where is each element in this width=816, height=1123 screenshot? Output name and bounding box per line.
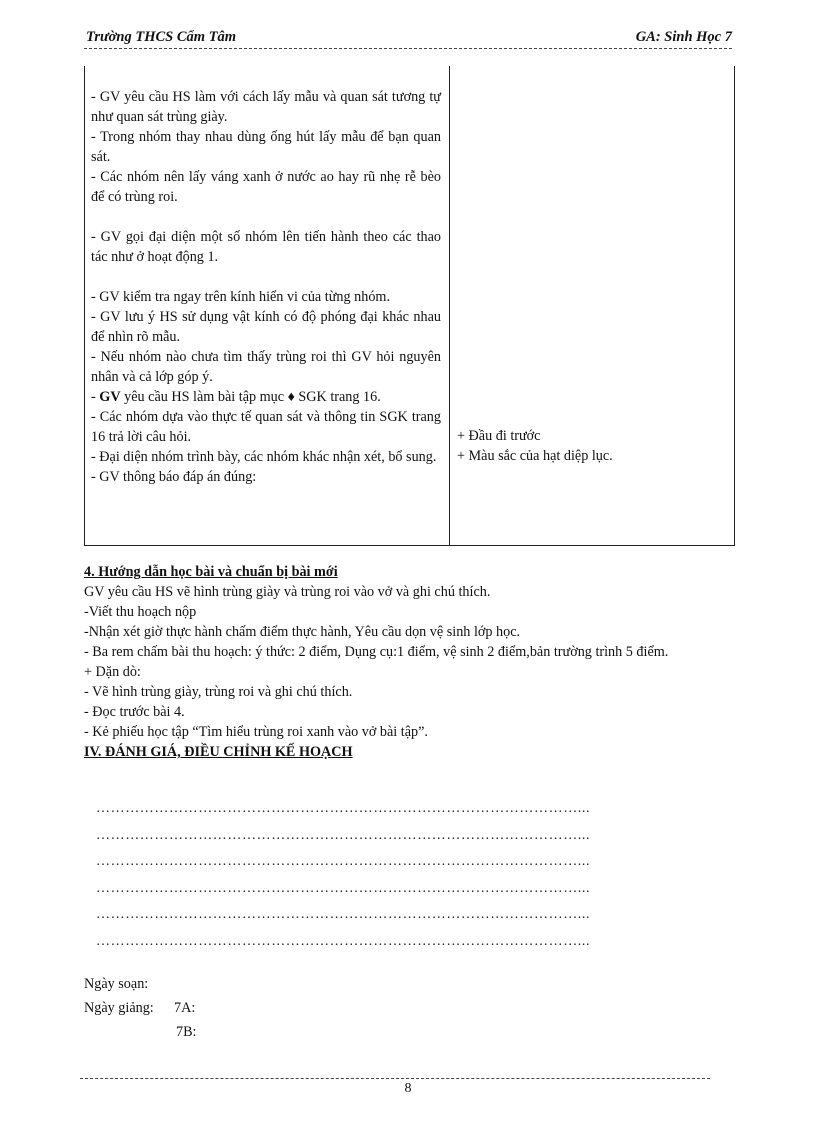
date-soan-label: Ngày soạn: — [84, 976, 149, 992]
answer-line: + Đầu đi trước — [457, 428, 541, 444]
body-line: - Kẻ phiếu học tập “Tìm hiểu trùng roi xanh vào vở bài tập”. — [84, 724, 428, 740]
lesson-dates — [84, 972, 197, 1044]
date-giang-label: Ngày giảng: — [84, 1000, 154, 1016]
page-number: 8 — [404, 1081, 412, 1096]
body-line: + Dặn dò: — [84, 664, 141, 680]
table-line: - GV thông báo đáp án đúng: — [91, 469, 257, 485]
page-header — [84, 28, 732, 49]
evaluation-lines — [96, 796, 736, 956]
date-giang-row — [84, 996, 196, 1020]
school-name: Trường THCS Cẩm Tâm — [86, 29, 237, 45]
student-activity-column — [457, 426, 613, 466]
dotted-line: ………………………………………………………………………………………... — [96, 933, 591, 949]
table-line: - Các nhóm dựa vào thực tế quan sát và thông tin SGK trang 16 trả lời câu hỏi. — [91, 409, 441, 445]
section-4-title: 4. Hướng dẫn học bài và chuẩn bị bài mới — [84, 564, 338, 580]
lesson-table — [84, 66, 735, 546]
answer-line: + Màu sắc của hạt diệp lục. — [457, 448, 613, 464]
dotted-line: ………………………………………………………………………………………... — [96, 880, 591, 896]
class-7b-row — [84, 1020, 197, 1044]
section-4 — [84, 562, 735, 762]
body-line: - Ba rem chấm bài thu hoạch: ý thức: 2 điểm, Dụng cụ:1 điểm, vệ sinh 2 điểm,bản trường trình 5 điểm. — [84, 644, 669, 660]
table-line: - GV kiểm tra ngay trên kính hiển vi của từng nhóm. — [91, 289, 390, 305]
table-line: - Đại diện nhóm trình bày, các nhóm khác nhận xét, bổ sung. — [91, 449, 437, 465]
dotted-line: ………………………………………………………………………………………... — [96, 801, 591, 816]
spacer — [91, 267, 441, 287]
body-line: GV yêu cầu HS vẽ hình trùng giày và trùng roi vào vở và ghi chú thích. — [84, 584, 491, 600]
body-line: - Đọc trước bài 4. — [84, 704, 185, 720]
table-line: - GV yêu cầu HS làm với cách lấy mẫu và quan sát tương tự như quan sát trùng giày. — [91, 89, 441, 125]
table-line: - Trong nhóm thay nhau dùng ống hút lấy mẫu để bạn quan sát. — [91, 129, 441, 165]
dotted-line: ………………………………………………………………………………………... — [96, 827, 591, 843]
class-7a-label: 7A: — [174, 1000, 196, 1016]
table-line: - GV gọi đại diện một số nhóm lên tiến hành theo các thao tác như ở hoạt động 1. — [91, 229, 441, 265]
spacer — [91, 207, 441, 227]
table-line: - GV lưu ý HS sử dụng vật kính có độ phóng đại khác nhau để nhìn rõ mẫu. — [91, 309, 441, 345]
body-line: -Nhận xét giờ thực hành chấm điểm thực hành, Yêu cầu dọn vệ sinh lớp học. — [84, 624, 521, 640]
table-line: - GV yêu cầu HS làm bài tập mục ♦ SGK trang 16. — [91, 389, 381, 405]
table-line: - Nếu nhóm nào chưa tìm thấy trùng roi thì GV hỏi nguyên nhân và cả lớp góp ý. — [91, 349, 441, 385]
gv-bold: GV — [99, 389, 121, 405]
column-divider — [449, 66, 450, 545]
body-line: - Vẽ hình trùng giày, trùng roi và ghi chú thích. — [84, 684, 353, 700]
gv-task-text: yêu cầu HS làm bài tập mục ♦ SGK trang 16. — [120, 389, 381, 405]
dotted-line: ………………………………………………………………………………………... — [96, 907, 591, 923]
footer-rule — [80, 1078, 710, 1079]
dotted-line: ………………………………………………………………………………………... — [96, 854, 591, 870]
body-line: -Viết thu hoạch nộp — [84, 604, 197, 620]
table-line: - Các nhóm nên lấy váng xanh ở nước ao hay rũ nhẹ rễ bèo để có trùng roi. — [91, 169, 441, 205]
section-iv-title: IV. ĐÁNH GIÁ, ĐIỀU CHỈNH KẾ HOẠCH — [84, 744, 353, 760]
date-soan-row — [84, 972, 154, 996]
subject-label: GA: Sinh Học 7 — [635, 29, 732, 45]
class-7b-label: 7B: — [176, 1024, 197, 1040]
teacher-activity-column — [91, 87, 441, 487]
